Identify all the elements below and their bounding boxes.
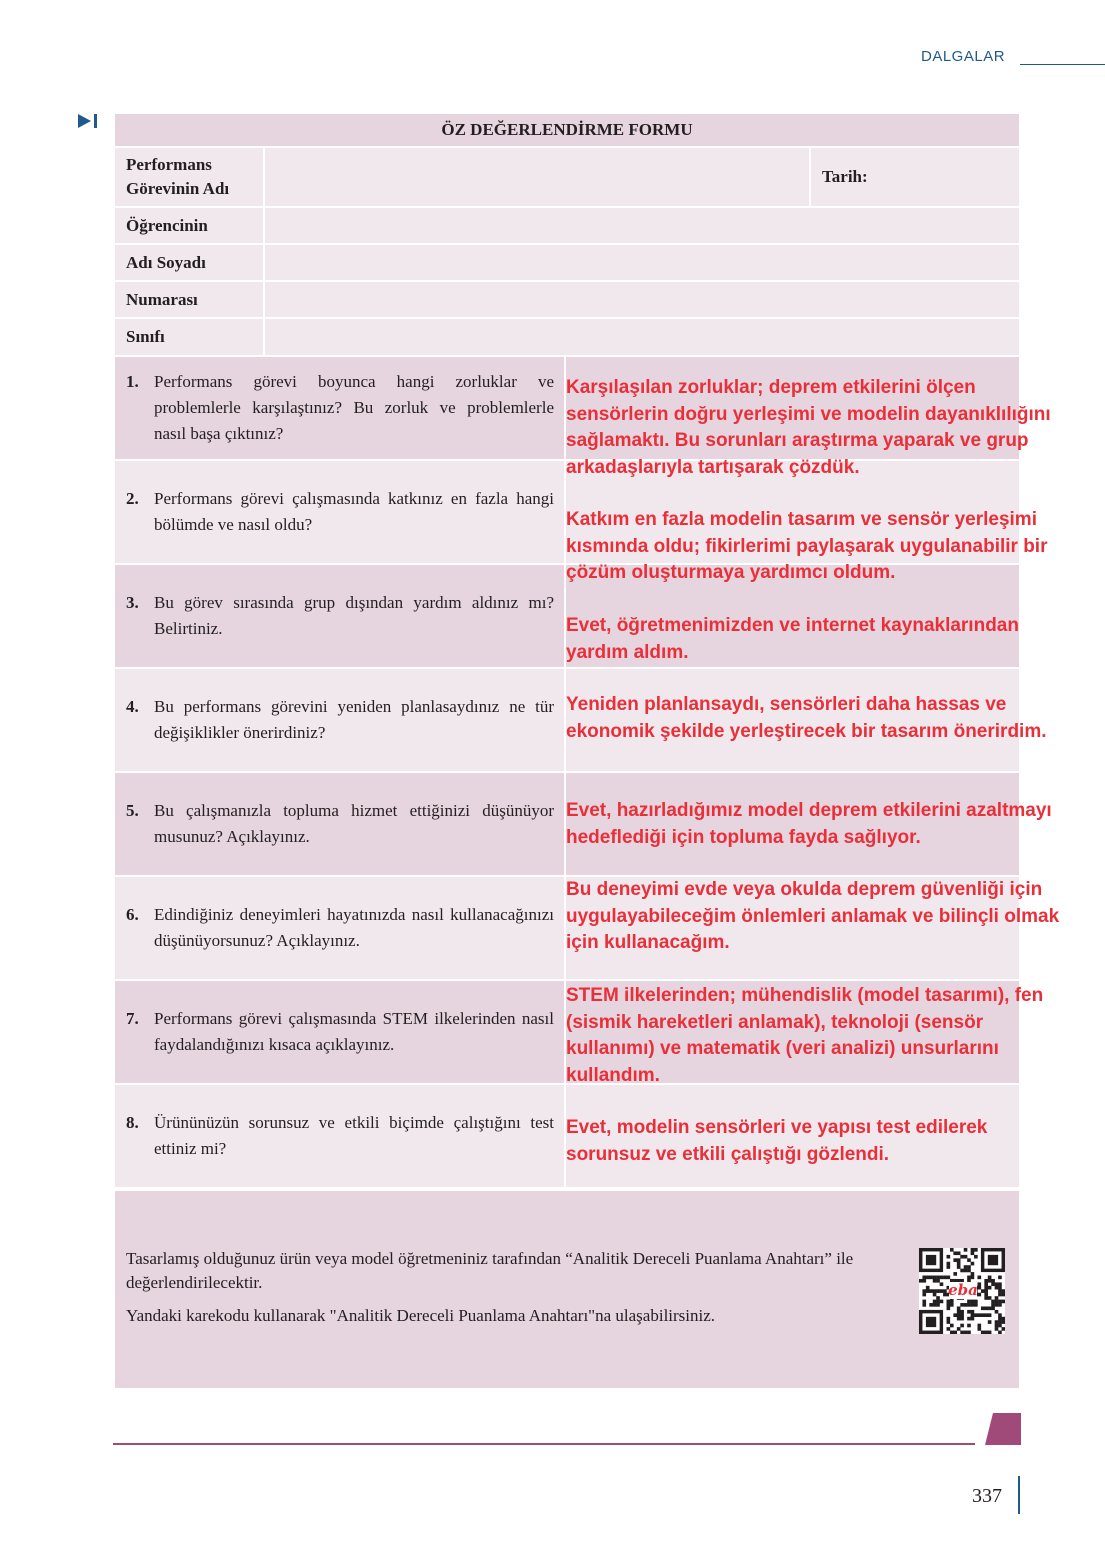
- answer-text-1: Karşılaşılan zorluklar; deprem etkilerini ölçen sensörlerin doğru yerleşimi ve modelin dayanıklılığını sağlamaktı. Bu sorunları araştırma yaparak ve grup arkadaşlarıyla tartışarak çözdük.: [566, 377, 1051, 478]
- eba-logo: eba: [948, 1281, 978, 1299]
- student-label: Öğrencinin: [115, 208, 265, 243]
- question-text: Performans görevi çalışmasında STEM ilkelerinden nasıl faydalandığınızı kısaca açıklayınız.: [154, 1009, 554, 1054]
- number-row: [115, 282, 1019, 319]
- form-title: ÖZ DEĞERLENDİRME FORMU: [115, 114, 1019, 148]
- footer-note: [126, 1247, 896, 1337]
- question-number: 4.: [126, 697, 139, 716]
- answer-text-2: Katkım en fazla modelin tasarım ve sensör yerleşimi kısmında oldu; fikirlerimi paylaşarak uygulanabilir bir çözüm oluşturmaya yardımcı oldum.: [566, 509, 1048, 583]
- student-row: [115, 208, 1019, 245]
- question-text: Edindiğiniz deneyimleri hayatınızda nasıl kullanacağınızı düşünüyorsunuz? Açıklayınız.: [154, 905, 554, 950]
- question-text: Bu çalışmanızla topluma hizmet ettiğinizi düşünüyor musunuz? Açıklayınız.: [154, 801, 554, 846]
- performance-name-row: [115, 148, 1019, 208]
- name-field[interactable]: [265, 245, 1019, 280]
- answer-text-8: Evet, modelin sensörleri ve yapısı test edilerek sorunsuz ve etkili çalıştığı gözlendi.: [566, 1117, 988, 1165]
- question-number: 6.: [126, 905, 139, 924]
- name-label: Adı Soyadı: [115, 245, 265, 280]
- answer-text-6: Bu deneyimi evde veya okulda deprem güvenliği için uygulayabileceğim önlemleri anlamak ve bilinçli olmak için kullanacağım.: [566, 879, 1060, 953]
- question-number: 7.: [126, 1009, 139, 1028]
- footer-rule: [113, 1443, 975, 1445]
- name-row: [115, 245, 1019, 282]
- number-label: Numarası: [115, 282, 265, 317]
- number-field[interactable]: [265, 282, 1019, 317]
- footer-note-box: [115, 1191, 1019, 1388]
- question-number: 1.: [126, 372, 139, 391]
- question-text: Performans görevi boyunca hangi zorluklar ve problemlerle karşılaştınız? Bu zorluk ve problemlerle nasıl başa çıktınız?: [154, 372, 554, 443]
- question-number: 8.: [126, 1113, 139, 1132]
- performance-name-label: Performans Görevinin Adı: [115, 148, 265, 206]
- answer-text-3: Evet, öğretmenimizden ve internet kaynaklarından yardım aldım.: [566, 615, 1019, 663]
- question-text: Performans görevi çalışmasında katkınız en fazla hangi bölümde ve nasıl oldu?: [154, 489, 554, 534]
- performance-name-field[interactable]: [265, 148, 809, 206]
- question-number: 3.: [126, 593, 139, 612]
- question-text: Bu görev sırasında grup dışından yardım aldınız mı? Belirtiniz.: [154, 593, 554, 638]
- class-row: [115, 319, 1019, 357]
- header-rule: [1020, 64, 1105, 65]
- page-number: 337: [972, 1485, 1002, 1507]
- footer-paragraph-1: Tasarlamış olduğunuz ürün veya model öğretmeniniz tarafından “Analitik Dereceli Puanlama Anahtarı” ile değerlendirilecektir.: [126, 1249, 854, 1292]
- class-label: Sınıfı: [115, 319, 265, 355]
- question-number: 5.: [126, 801, 139, 820]
- section-title: DALGALAR: [921, 48, 1006, 65]
- answer-text-4: Yeniden planlansaydı, sensörleri daha hassas ve ekonomik şekilde yerleştirecek bir tasarım önerirdim.: [566, 694, 1047, 742]
- question-number: 2.: [126, 489, 139, 508]
- page-number-rule: [1018, 1476, 1020, 1514]
- question-text: Bu performans görevini yeniden planlasaydınız ne tür değişiklikler önerirdiniz?: [154, 697, 554, 742]
- qr-code-icon[interactable]: [919, 1248, 1005, 1334]
- corner-tab-icon: [985, 1413, 1021, 1445]
- answer-text-5: Evet, hazırladığımız model deprem etkilerini azaltmayı hedeflediği için topluma fayda sağlıyor.: [566, 800, 1052, 848]
- question-text: Ürününüzün sorunsuz ve etkili biçimde çalıştığını test ettiniz mi?: [154, 1113, 554, 1158]
- date-label: Tarih:: [809, 148, 1019, 206]
- answer-text-7: STEM ilkelerinden; mühendislik (model tasarımı), fen (sismik hareketleri anlamak), teknoloji (sensör kullanımı) ve matematik (veri analizi) unsurlarını kullandım.: [566, 985, 1044, 1086]
- student-field[interactable]: [265, 208, 1019, 243]
- footer-paragraph-2: Yandaki karekodu kullanarak "Analitik Dereceli Puanlama Anahtarı"na ulaşabilirsiniz.: [126, 1306, 716, 1325]
- play-marker-icon: [78, 113, 100, 129]
- class-field[interactable]: [265, 319, 1019, 355]
